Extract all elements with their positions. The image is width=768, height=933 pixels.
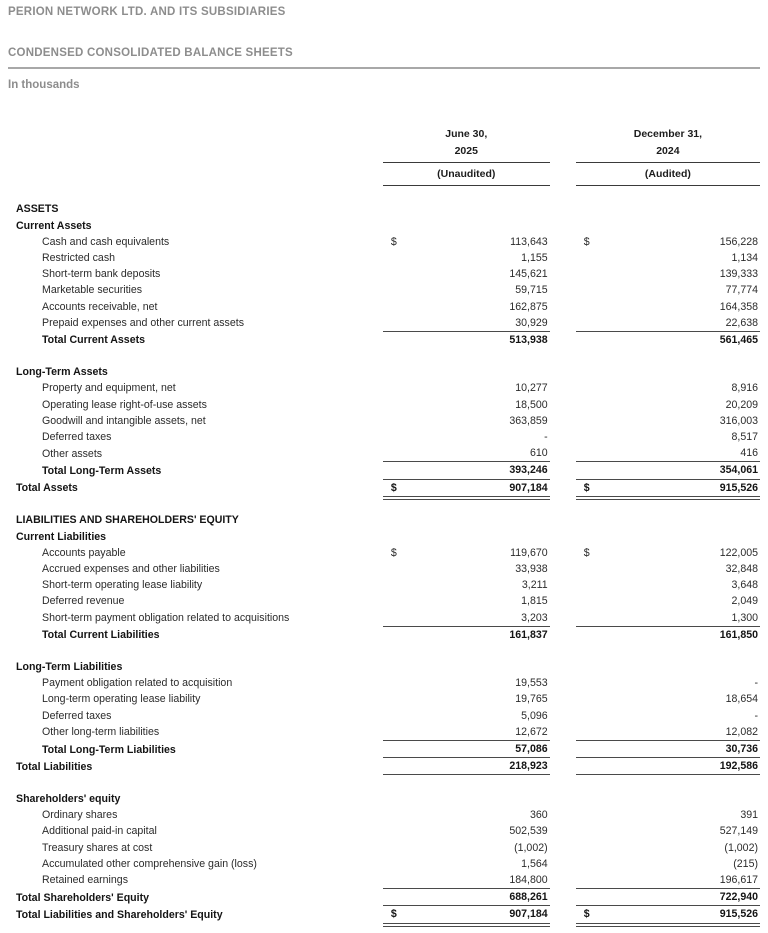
row-label: Ordinary shares (42, 809, 118, 822)
row-value-2025: 184,800 (383, 872, 550, 889)
table-row (8, 282, 760, 298)
row-value-2025: 3,203 (383, 610, 550, 627)
table-row-total-liabilities-and-equity (8, 906, 760, 923)
table-row (8, 691, 760, 707)
row-label: Operating lease right-of-use assets (42, 398, 207, 411)
page-subtitle: CONDENSED CONSOLIDATED BALANCE SHEETS (8, 47, 293, 60)
row-label: Accounts payable (42, 546, 126, 559)
section-heading-assets (8, 201, 760, 217)
column-header-audit-2025: (Unaudited) (383, 162, 550, 185)
row-label: Other assets (42, 447, 103, 460)
table-header-date-row (8, 126, 760, 143)
table-row (8, 823, 760, 839)
row-value-2025: $ 113,643 (383, 234, 550, 250)
currency-symbol: $ (583, 908, 590, 921)
row-value-2024: 32,848 (725, 562, 758, 575)
table-header-year-row (8, 143, 760, 162)
row-value-2025: 1,564 (521, 857, 548, 870)
section-label: Current Liabilities (16, 530, 107, 543)
section-heading-long-term-liabilities (8, 659, 760, 675)
row-value-2025: 1,155 (521, 252, 548, 265)
row-value-2025: 59,715 (515, 284, 548, 297)
spacer (8, 185, 760, 201)
row-label: Deferred revenue (42, 595, 125, 608)
table-row (8, 724, 760, 741)
row-label: Long-term operating lease liability (42, 693, 201, 706)
table-row (8, 593, 760, 609)
table-row (8, 445, 760, 462)
row-value-2024: (215) (733, 857, 758, 870)
row-value-2024: 77,774 (725, 284, 758, 297)
table-row (8, 708, 760, 724)
row-value-2024: 416 (576, 445, 760, 462)
currency-symbol: $ (583, 481, 590, 494)
row-value-2025: 610 (383, 445, 550, 462)
row-value-2025: 30,929 (383, 315, 550, 332)
table-row (8, 266, 760, 282)
row-value-2025: 218,923 (383, 758, 550, 775)
row-label: Property and equipment, net (42, 382, 176, 395)
row-value-2025: 57,086 (383, 741, 550, 758)
row-label: Goodwill and intangible assets, net (42, 414, 206, 427)
section-heading-liabilities (8, 512, 760, 528)
row-value-2024: 8,916 (731, 382, 758, 395)
row-value-2024: - (754, 677, 758, 690)
row-value-2024: 1,134 (731, 252, 758, 265)
row-label: Deferred taxes (42, 709, 112, 722)
row-value-2025: 688,261 (383, 889, 550, 906)
table-row (8, 561, 760, 577)
section-label: ASSETS (16, 203, 59, 216)
row-value-2025: 393,246 (383, 462, 550, 479)
row-value-2025: $ 907,184 (383, 479, 550, 496)
section-label: Current Assets (16, 219, 92, 232)
row-value-2025: 10,277 (515, 382, 548, 395)
section-heading-current-liabilities (8, 529, 760, 545)
row-value-2024: 22,638 (576, 315, 760, 332)
row-label: Short-term payment obligation related to acquisitions (42, 612, 290, 625)
row-value-2024: 391 (740, 809, 758, 822)
table-row (8, 610, 760, 627)
row-value-2025: 513,938 (509, 334, 548, 347)
column-header-year-2024: 2024 (576, 143, 760, 162)
row-value-2024: 8,517 (731, 431, 758, 444)
table-row (8, 299, 760, 315)
row-label: Total Assets (16, 482, 78, 495)
row-label: Cash and cash equivalents (42, 235, 170, 248)
row-value-2025: $ 907,184 (383, 906, 550, 923)
row-value-2024: 316,003 (719, 414, 758, 427)
row-value-2024: 527,149 (719, 825, 758, 838)
row-value-2025: $ 119,670 (383, 545, 550, 561)
table-row (8, 807, 760, 823)
section-heading-current-assets (8, 218, 760, 234)
row-label: Other long-term liabilities (42, 726, 160, 739)
row-value-2024: 3,648 (731, 579, 758, 592)
table-row-total-current-liabilities (8, 626, 760, 643)
row-label: Total Current Liabilities (42, 628, 160, 641)
row-label: Total Shareholders' Equity (16, 891, 150, 904)
table-row (8, 380, 760, 396)
row-label: Total Liabilities and Shareholders' Equity (16, 908, 223, 921)
currency-symbol: $ (390, 235, 397, 248)
row-value-2025: 161,837 (509, 628, 548, 641)
section-label: Long-Term Assets (16, 366, 108, 379)
row-value-2025: 19,553 (515, 677, 548, 690)
row-value-2024: 30,736 (576, 741, 760, 758)
row-value-2025: 162,875 (509, 300, 548, 313)
spacer (8, 348, 760, 364)
row-label: Marketable securities (42, 284, 143, 297)
section-label: Shareholders' equity (16, 792, 121, 805)
spacer (8, 643, 760, 659)
row-value-2024: 561,465 (719, 334, 758, 347)
row-value-2024: $ 156,228 (576, 234, 760, 250)
row-value-2025: 502,539 (509, 825, 548, 838)
row-value-2025: 145,621 (509, 268, 548, 281)
currency-symbol: $ (390, 908, 397, 921)
row-label: Retained earnings (42, 874, 128, 887)
row-label: Accrued expenses and other liabilities (42, 562, 220, 575)
row-value-2025: 1,815 (521, 595, 548, 608)
row-value-2025: 33,938 (515, 562, 548, 575)
table-row-total-shareholders-equity (8, 889, 760, 906)
currency-symbol: $ (583, 235, 590, 248)
row-value-2024: 722,940 (576, 889, 760, 906)
table-row-total-long-term-liabilities (8, 741, 760, 758)
row-label: Short-term operating lease liability (42, 579, 203, 592)
row-label: Prepaid expenses and other current assets (42, 317, 244, 330)
row-value-2024: 12,082 (576, 724, 760, 741)
row-label: Total Liabilities (16, 760, 93, 773)
row-value-2024: $ 915,526 (576, 479, 760, 496)
row-label: Total Current Assets (42, 334, 146, 347)
row-value-2024: 1,300 (576, 610, 760, 627)
table-row (8, 234, 760, 250)
row-label: Additional paid-in capital (42, 825, 157, 838)
balance-sheet-table (8, 126, 760, 923)
table-row (8, 250, 760, 266)
column-header-date-2025: June 30, (445, 128, 488, 141)
section-heading-long-term-assets (8, 364, 760, 380)
row-value-2024: $ 122,005 (576, 545, 760, 561)
table-row (8, 872, 760, 889)
table-row (8, 840, 760, 856)
spacer (8, 775, 760, 791)
section-label: Long-Term Liabilities (16, 661, 123, 673)
row-value-2024: 192,586 (576, 758, 760, 775)
row-value-2025: 5,096 (521, 709, 548, 722)
row-value-2024: 139,333 (719, 268, 758, 281)
table-row-total-current-assets (8, 332, 760, 349)
row-label: Deferred taxes (42, 431, 112, 444)
table-row (8, 397, 760, 413)
row-value-2024: 164,358 (719, 300, 758, 313)
row-value-2024: 196,617 (576, 872, 760, 889)
table-row-total-liabilities (8, 758, 760, 775)
table-row-total-assets (8, 479, 760, 496)
row-value-2025: 19,765 (515, 693, 548, 706)
table-row (8, 545, 760, 561)
table-row (8, 577, 760, 593)
row-label: Total Long-Term Assets (42, 464, 162, 477)
row-value-2024: (1,002) (724, 841, 758, 854)
table-row (8, 413, 760, 429)
currency-symbol: $ (390, 546, 397, 559)
row-value-2024: 161,850 (719, 628, 758, 641)
row-value-2024: 18,654 (725, 693, 758, 706)
row-value-2025: (1,002) (514, 841, 548, 854)
row-value-2025: 12,672 (383, 724, 550, 741)
table-row (8, 315, 760, 332)
page-title: PERION NETWORK LTD. AND ITS SUBSIDIARIES (8, 6, 286, 18)
row-value-2024: 354,061 (576, 462, 760, 479)
row-value-2024: $ 915,526 (576, 906, 760, 923)
table-row (8, 675, 760, 691)
row-value-2025: 3,211 (521, 579, 548, 592)
row-value-2024: 20,209 (725, 398, 758, 411)
row-value-2024: - (754, 709, 758, 722)
currency-symbol: $ (390, 481, 397, 494)
currency-symbol: $ (583, 546, 590, 559)
table-row (8, 429, 760, 445)
row-value-2025: 360 (529, 809, 548, 822)
table-header-audit-row (8, 162, 760, 185)
row-value-2025: 363,859 (509, 414, 548, 427)
section-heading-shareholders-equity (8, 791, 760, 807)
column-header-year-2025: 2025 (383, 143, 550, 162)
row-label: Total Long-Term Liabilities (42, 743, 176, 756)
table-row (8, 856, 760, 872)
column-header-date-2024: December 31, (633, 128, 703, 141)
row-value-2024: 2,049 (731, 595, 758, 608)
units-label: In thousands (8, 78, 80, 91)
table-row-total-long-term-assets (8, 462, 760, 479)
row-label: Restricted cash (42, 252, 116, 265)
row-value-2025: - (544, 431, 548, 444)
section-label: LIABILITIES AND SHAREHOLDERS' EQUITY (16, 514, 239, 527)
row-label: Accounts receivable, net (42, 300, 158, 313)
row-value-2025: 18,500 (515, 398, 548, 411)
column-header-audit-2024: (Audited) (576, 162, 760, 185)
row-label: Short-term bank deposits (42, 268, 161, 281)
row-label: Treasury shares at cost (42, 841, 153, 854)
row-label: Accumulated other comprehensive gain (loss) (42, 857, 257, 870)
header-spacer (8, 126, 374, 143)
row-label: Payment obligation related to acquisition (42, 677, 233, 690)
